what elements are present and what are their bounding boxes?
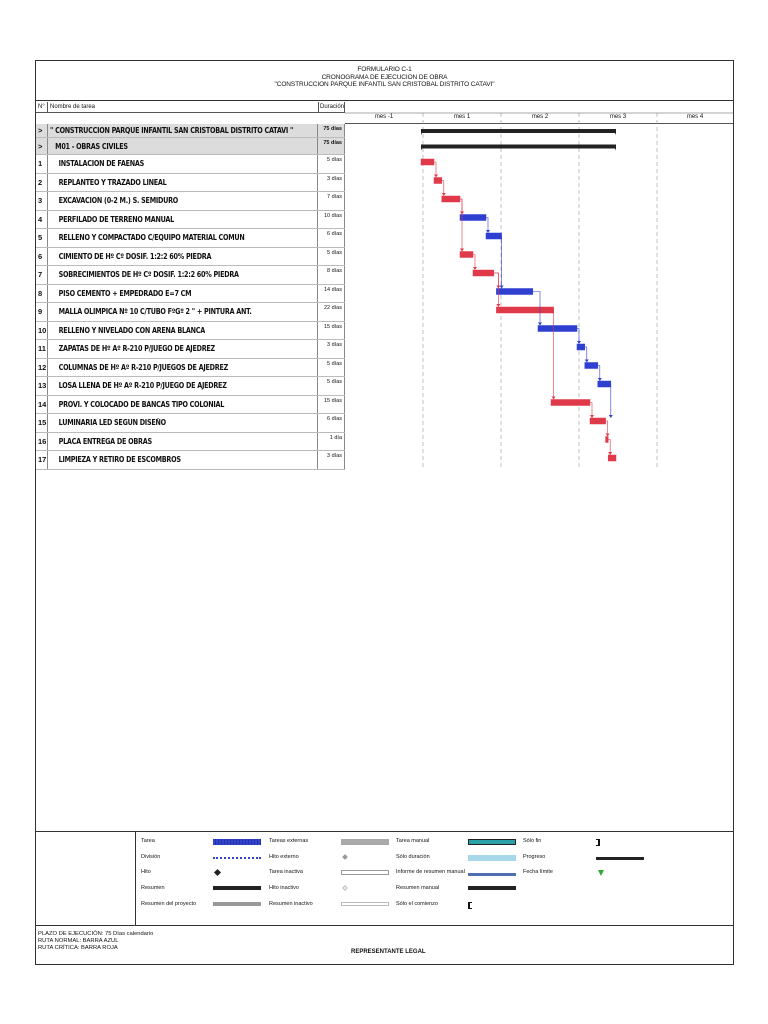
- task-name-text: " CONSTRUCCION PARQUE INFANTIL SAN CRISTOBAL DISTRITO CATAVI ": [50, 126, 294, 135]
- task-name: [50, 322, 318, 340]
- col-header-duration: Duración: [319, 102, 345, 113]
- task-name: [50, 396, 318, 414]
- task-duration: 75 días: [319, 138, 345, 154]
- legend-label: Sólo el comienzo: [396, 901, 438, 907]
- legend-symbol: [342, 854, 348, 860]
- task-bar: [538, 326, 577, 332]
- task-row[interactable]: [36, 322, 345, 341]
- legend-symbol: [342, 885, 348, 891]
- task-number: 8: [36, 285, 48, 303]
- task-duration: 5 días: [319, 248, 345, 266]
- task-name-text: PERFILADO DE TERRENO MANUAL: [58, 214, 174, 224]
- legend-symbol: [213, 902, 261, 906]
- legend-label: Sólo duración: [396, 854, 430, 860]
- dependency-link: [442, 181, 444, 196]
- task-number: 5: [36, 229, 48, 247]
- legend-label: División: [141, 854, 161, 860]
- gantt-grid: [36, 102, 733, 532]
- task-duration: 5 días: [319, 155, 345, 173]
- legend-symbol: [214, 869, 221, 876]
- task-bar: [577, 344, 585, 350]
- legend-symbol: [341, 902, 389, 906]
- task-number: >: [36, 138, 48, 154]
- task-duration: 5 días: [319, 359, 345, 377]
- task-row[interactable]: [36, 359, 345, 378]
- schedule-form: [35, 60, 734, 965]
- dependency-link: [460, 199, 462, 251]
- task-name: [50, 192, 318, 210]
- legend-symbol: [598, 870, 604, 876]
- dependency-arrow: [496, 304, 500, 307]
- dependency-link: [486, 218, 488, 233]
- legend-label: Fecha límite: [523, 869, 553, 875]
- task-name-text: RELLENO Y COMPACTADO C/EQUIPO MATERIAL COMUN: [58, 233, 245, 243]
- critical-task-bar: [590, 418, 606, 424]
- task-duration: 5 días: [319, 377, 345, 395]
- task-bar: [598, 381, 611, 387]
- task-name-text: REPLANTEO Y TRAZADO LINEAL: [58, 177, 167, 187]
- critical-task-bar: [551, 400, 590, 406]
- dependency-arrow: [442, 193, 446, 196]
- task-name-text: PROVI. Y COLOCADO DE BANCAS TIPO COLONIAL: [58, 399, 225, 409]
- task-name-text: CIMIENTO DE Hº Cº DOSIF. 1:2:2 60% PIEDRA: [58, 251, 212, 261]
- task-duration: 14 días: [319, 285, 345, 303]
- footer-critical-route: RUTA CRÍTICA: BARRA ROJA: [38, 945, 118, 951]
- summary-bar: [421, 145, 616, 149]
- dependency-arrow: [434, 175, 438, 178]
- col-header-num: N°: [36, 102, 48, 113]
- task-row[interactable]: [36, 451, 345, 470]
- task-row[interactable]: [36, 155, 345, 174]
- task-row[interactable]: [36, 377, 345, 396]
- legend-label: Tarea: [141, 838, 155, 844]
- task-name: [50, 174, 318, 192]
- task-duration: 3 días: [319, 174, 345, 192]
- dependency-link: [608, 440, 610, 455]
- task-duration: 3 días: [319, 451, 345, 469]
- dependency-arrow: [577, 341, 581, 344]
- task-name: [50, 229, 318, 247]
- task-row[interactable]: [36, 174, 345, 193]
- task-name-text: LUMINARIA LED SEGUN DISEÑO: [58, 418, 166, 428]
- task-number: 4: [36, 211, 48, 229]
- dependency-arrow: [552, 397, 556, 400]
- task-number: 1: [36, 155, 48, 173]
- legend-symbol: [468, 873, 516, 876]
- dependency-link: [585, 347, 587, 362]
- task-name: [50, 211, 318, 229]
- month-label: mes 3: [609, 114, 627, 120]
- legend-label: Informe de resumen manual: [396, 869, 465, 875]
- task-number: 15: [36, 414, 48, 432]
- task-number: 2: [36, 174, 48, 192]
- task-name-text: PLACA ENTREGA DE OBRAS: [58, 436, 152, 446]
- legend-label: Resumen manual: [396, 885, 440, 891]
- task-row[interactable]: [36, 138, 345, 155]
- col-header-name: Nombre de tarea: [48, 102, 319, 113]
- legend-label: Tarea manual: [396, 838, 430, 844]
- dependency-arrow: [585, 360, 589, 363]
- task-row[interactable]: [36, 248, 345, 267]
- legend-symbol: [596, 839, 600, 846]
- dependency-link: [473, 255, 475, 270]
- legend-symbol: [213, 886, 261, 890]
- task-row[interactable]: [36, 211, 345, 230]
- critical-task-bar: [608, 455, 616, 461]
- dependency-arrow: [500, 286, 504, 289]
- footer-normal-route: RUTA NORMAL: BARRA AZUL: [38, 938, 119, 944]
- task-name: [50, 414, 318, 432]
- task-number: 6: [36, 248, 48, 266]
- dependency-arrow: [598, 378, 602, 381]
- dependency-link: [577, 329, 579, 344]
- legend-label: Hito: [141, 869, 151, 875]
- dependency-link: [590, 403, 592, 418]
- task-number: 16: [36, 433, 48, 451]
- legend-symbol: [468, 855, 516, 861]
- legend-label: Progreso: [523, 854, 546, 860]
- task-row[interactable]: [36, 414, 345, 433]
- legend-symbol: [468, 886, 516, 890]
- legend-label: Tarea inactiva: [269, 869, 303, 875]
- legend: [36, 831, 733, 926]
- task-duration: 6 días: [319, 414, 345, 432]
- task-duration: 8 días: [319, 266, 345, 284]
- critical-task-bar: [460, 252, 473, 258]
- dependency-link: [598, 366, 600, 381]
- dependency-arrow: [608, 452, 612, 455]
- task-bar: [496, 289, 532, 295]
- task-name-text: MALLA OLIMPICA Nº 10 C/TUBO FºGº 2 " + PINTURA ANT.: [58, 307, 252, 317]
- task-row[interactable]: [36, 192, 345, 211]
- task-name-text: RELLENO Y NIVELADO CON ARENA BLANCA: [58, 325, 206, 335]
- legend-label: Sólo fin: [523, 838, 542, 844]
- legal-representative: REPRESENTANTE LEGAL: [351, 949, 426, 955]
- task-number: 9: [36, 303, 48, 321]
- task-name: [50, 377, 318, 395]
- critical-task-bar: [496, 307, 553, 313]
- form-number: FORMULARIO C-1: [357, 66, 412, 73]
- form-title: CRONOGRAMA DE EJECUCION DE OBRA: [321, 73, 448, 81]
- task-number: >: [36, 124, 48, 137]
- legend-symbol: [596, 857, 644, 860]
- task-duration: 75 días: [319, 124, 345, 137]
- task-row[interactable]: [36, 303, 345, 322]
- legend-label: Hito externo: [269, 854, 299, 860]
- legend-symbol: [213, 857, 261, 859]
- dependency-arrow: [609, 415, 613, 418]
- summary-bar: [421, 129, 616, 133]
- task-name-text: PISO CEMENTO + EMPEDRADO E=7 CM: [58, 288, 192, 298]
- legend-label: Resumen del proyecto: [141, 901, 197, 907]
- legend-symbol: [341, 870, 389, 875]
- legend-symbol: [341, 839, 389, 845]
- legend-symbol: [468, 839, 516, 845]
- dependency-link: [606, 421, 608, 436]
- legend-label: Resumen: [141, 885, 165, 891]
- month-label: mes 1: [453, 114, 471, 120]
- task-name: [50, 155, 318, 173]
- task-number: 14: [36, 396, 48, 414]
- legend-symbol: [468, 902, 472, 909]
- title-block: [36, 61, 733, 101]
- task-name-text: LIMPIEZA Y RETIRO DE ESCOMBROS: [58, 455, 181, 465]
- task-number: 11: [36, 340, 48, 358]
- task-number: 3: [36, 192, 48, 210]
- month-label: mes -1: [374, 114, 394, 120]
- task-name: [50, 138, 318, 154]
- legend-blank: [36, 832, 136, 925]
- task-name: [50, 285, 318, 303]
- task-duration: 3 días: [319, 340, 345, 358]
- task-duration: 10 días: [319, 211, 345, 229]
- task-name: [50, 124, 318, 137]
- task-row[interactable]: [36, 229, 345, 248]
- project-title: "CONSTRUCCION PARQUE INFANTIL SAN CRISTOBAL DISTRITO CATAVI": [274, 81, 495, 88]
- critical-task-bar: [473, 270, 494, 276]
- dependency-link: [494, 273, 499, 288]
- task-name-text: ZAPATAS DE Hº Aº R-210 P/JUEGO DE AJEDREZ: [58, 344, 215, 354]
- task-name: [50, 248, 318, 266]
- task-name: [50, 359, 318, 377]
- task-name: [50, 451, 318, 469]
- task-name-text: M01 - OBRAS CIVILES: [55, 141, 128, 151]
- task-bar: [460, 215, 486, 221]
- task-duration: 15 días: [319, 396, 345, 414]
- dependency-arrow: [460, 249, 464, 252]
- task-name: [50, 266, 318, 284]
- task-row[interactable]: [36, 396, 345, 415]
- task-number: 12: [36, 359, 48, 377]
- legend-symbol: [213, 839, 261, 845]
- dependency-arrow: [606, 434, 610, 437]
- critical-task-bar: [421, 159, 434, 165]
- task-bar: [585, 363, 598, 369]
- task-row[interactable]: [36, 124, 345, 138]
- task-duration: 6 días: [319, 229, 345, 247]
- task-row[interactable]: [36, 266, 345, 285]
- task-duration: 1 día: [319, 433, 345, 451]
- footer: [36, 927, 733, 965]
- dependency-arrow: [590, 415, 594, 418]
- task-name: [50, 433, 318, 451]
- dependency-arrow: [473, 267, 477, 270]
- task-name: [50, 340, 318, 358]
- gantt-chart: [345, 102, 733, 532]
- task-number: 17: [36, 451, 48, 469]
- task-row[interactable]: [36, 433, 345, 452]
- task-name-text: LOSA LLENA DE Hº Aº R-210 P/JUEGO DE AJEDREZ: [58, 381, 227, 391]
- task-name-text: INSTALACION DE FAENAS: [58, 159, 144, 169]
- critical-task-bar: [442, 196, 460, 202]
- legend-label: Resumen inactivo: [269, 901, 313, 907]
- critical-task-bar: [606, 437, 609, 443]
- dependency-arrow: [486, 230, 490, 233]
- task-name-text: COLUMNAS DE Hº Aº R-210 P/JUEGOS DE AJEDREZ: [58, 362, 229, 372]
- task-number: 10: [36, 322, 48, 340]
- dependency-link: [434, 162, 436, 177]
- task-name: [50, 303, 318, 321]
- task-duration: 22 días: [319, 303, 345, 321]
- critical-task-bar: [434, 178, 442, 184]
- task-number: 7: [36, 266, 48, 284]
- footer-term: PLAZO DE EJECUCIÓN: 75 Días calendario: [38, 931, 154, 937]
- task-name-text: EXCAVACION (0-2 M.) S. SEMIDURO: [58, 196, 179, 206]
- task-bar: [486, 233, 502, 239]
- legend-label: Tareas externas: [269, 838, 309, 844]
- task-number: 13: [36, 377, 48, 395]
- month-label: mes 4: [686, 114, 704, 120]
- task-duration: 15 días: [319, 322, 345, 340]
- legend-label: Hito inactivo: [269, 885, 299, 891]
- dependency-arrow: [538, 323, 542, 326]
- task-row[interactable]: [36, 285, 345, 304]
- task-name-text: SOBRECIMIENTOS DE Hº Cº DOSIF. 1:2:2 60% PIEDRA: [58, 270, 239, 280]
- month-label: mes 2: [531, 114, 549, 120]
- task-row[interactable]: [36, 340, 345, 359]
- task-duration: 7 días: [319, 192, 345, 210]
